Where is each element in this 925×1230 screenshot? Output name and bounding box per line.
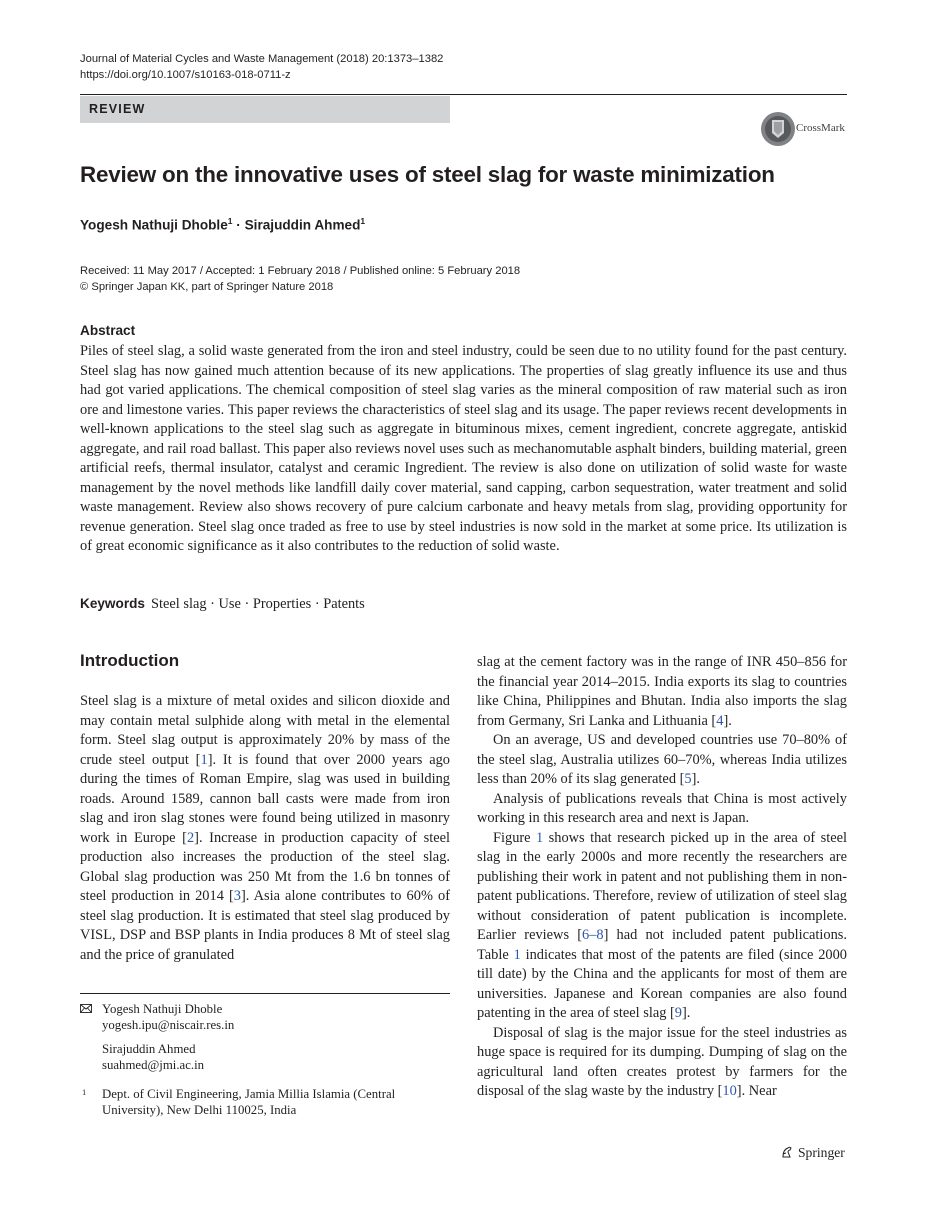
table-link[interactable]: 1: [513, 946, 521, 963]
left-column: [80, 692, 450, 965]
author-name: Sirajuddin Ahmed: [102, 1042, 196, 1056]
author-name: Yogesh Nathuji Dhoble: [102, 1002, 223, 1016]
citation-link[interactable]: 10: [722, 1083, 737, 1099]
section-label: REVIEW: [89, 102, 146, 116]
paragraph: Figure 1 shows that research picked up in the area of steel slag in the early 2000s and more recently the researchers are publishing their work in patent and not publishing them in non-patent publications. Therefore, review of utilization of steel slag without consideration of patent publication is incomplete. Earlier reviews [6–8] had not included patent publications. Table 1 indicates that most of the patents are filed (since 2000 till date) by the China and the applicants for most of them are universities. Japanese and Korean companies are also found patenting in the area of steel slag [9].: [477, 829, 848, 1021]
citation-link[interactable]: 2: [186, 829, 195, 846]
paragraph: Disposal of slag is the major issue for the steel industries as huge space is required for its dumping. Dumping of slag on the agricultural land often creates protest by farmers for the disposal of the slag waste by the industry [10]. Near: [477, 1024, 847, 1099]
citation-link[interactable]: 3: [233, 888, 241, 904]
introduction-heading: Introduction: [80, 651, 180, 670]
email-link[interactable]: yogesh.ipu@niscair.res.in: [102, 1018, 235, 1032]
keywords: [80, 596, 365, 613]
publisher-logo: [780, 1145, 845, 1161]
citation-link[interactable]: 6–8: [582, 927, 604, 943]
corresponding-authors: [80, 1001, 234, 1073]
copyright-line: © Springer Japan KK, part of Springer Nature 2018: [80, 281, 334, 293]
right-column: [477, 653, 847, 1102]
paragraph: slag at the cement factory was in the range of INR 450–856 for the financial year 2014–2015. India exports its slag to countries like China, Philippines and Bhutan. India also imports the slag from Germany, Sri Lanka and Lithuania [4].: [477, 654, 847, 729]
footnote-rule: [80, 993, 450, 994]
figure-link[interactable]: 1: [536, 829, 544, 846]
affiliation: [80, 1086, 450, 1118]
dates-line: Received: 11 May 2017 / Accepted: 1 February 2018 / Published online: 5 February 2018: [80, 265, 521, 277]
journal-citation: Journal of Material Cycles and Waste Management (2018) 20:1373–1382: [80, 53, 444, 65]
publication-history: [80, 263, 520, 295]
springer-horse-icon: [780, 1145, 794, 1159]
affiliation-number: 1: [82, 1087, 87, 1097]
citation-link[interactable]: 9: [674, 1005, 682, 1021]
crossmark-label[interactable]: CrossMark: [796, 122, 845, 134]
article-title: Review on the innovative uses of steel slag for waste minimization: [80, 162, 775, 187]
author-separator: ·: [232, 217, 245, 233]
email-link[interactable]: suahmed@jmi.ac.in: [102, 1058, 205, 1072]
journal-header: [80, 52, 443, 83]
abstract-heading: Abstract: [80, 323, 136, 338]
keywords-label: Keywords: [80, 596, 145, 611]
affiliation-text: Dept. of Civil Engineering, Jamia Millia Islamia (Central University), New Delhi 110025, India: [102, 1087, 396, 1117]
envelope-icon: [80, 1004, 92, 1013]
author-name[interactable]: Yogesh Nathuji Dhoble: [80, 217, 228, 233]
citation-link[interactable]: 5: [684, 771, 692, 787]
doi-link[interactable]: https://doi.org/10.1007/s10163-018-0711-z: [80, 68, 291, 81]
citation-link[interactable]: 4: [716, 712, 724, 729]
citation-link[interactable]: 1: [200, 751, 208, 768]
keywords-list: Steel slag · Use · Properties · Patents: [150, 596, 365, 612]
publisher-name: Springer: [798, 1145, 845, 1160]
affiliation-marker: 1: [360, 216, 366, 226]
paragraph: Steel slag is a mixture of metal oxides and silicon dioxide and may contain metal sulphide along with metal in the elemental form. Steel slag output is approximately 20% by mass of the crude steel output [1]. It is found that over 2000 years ago during the times of Roman Empire, slag was used in building roads. Around 1589, cannon ball casts were made from iron slag and iron slag stones were found being utilized in masonry work in Europe [2]. Increase in production capacity of steel production also increases the production of the steel slag. Global slag production was 250 Mt from the 1.6 bn tonnes of steel production in 2014 [3]. Asia alone contributes to 60% of steel slag production. It is estimated that steel slag produced by VISL, DSP and BSP plants in India produces 8 Mt of steel slag and the price of granulated: [80, 693, 450, 963]
abstract-body: Piles of steel slag, a solid waste generated from the iron and steel industry, could be seen due to no utility found for the past century. Steel slag has now gained much attention because of its new applications. The properties of slag greatly influence its use and thus had got varied applications. The chemical composition of steel slag varies as the mineral composition of raw material such as iron ore and limestone varies. This paper reviews the characteristics of steel slag and its usage. The paper reviews recent developments in well-known applications to the steel slag such as aggregate in bituminous mixes, cement ingredient, concrete aggregate, antiskid aggregate, and rail road ballast. This paper also reviews novel uses such as mechanomutable asphalt binders, building material, green artificial reefs, thermal insulator, catalyst and ceramic Ingredient. The review is also done on utilization of solid waste for waste management by the novel methods like landfill daily cover material, sand capping, carbon sequestration, water treatment and solid waste management. Review also shows recovery of pure calcium carbonate and heavy metals from slag, providing opportunity for revenue generation. Steel slag once traded as free to use by steel industries is now sold in the market at some price. Its utilization is of great economic significance as it also contributes to the reduction of solid waste.: [80, 343, 847, 554]
author-list: [80, 216, 365, 233]
paragraph: Analysis of publications reveals that China is most actively working in this research area and next is Japan.: [477, 790, 847, 826]
paragraph: On an average, US and developed countries use 70–80% of the steel slag, Australia utilizes 60–70%, whereas India utilizes less than 20% of its slag generated [5].: [477, 732, 847, 787]
header-rule: [80, 94, 847, 95]
author-name[interactable]: Sirajuddin Ahmed: [244, 217, 361, 233]
affiliation-marker: 1: [227, 216, 233, 226]
